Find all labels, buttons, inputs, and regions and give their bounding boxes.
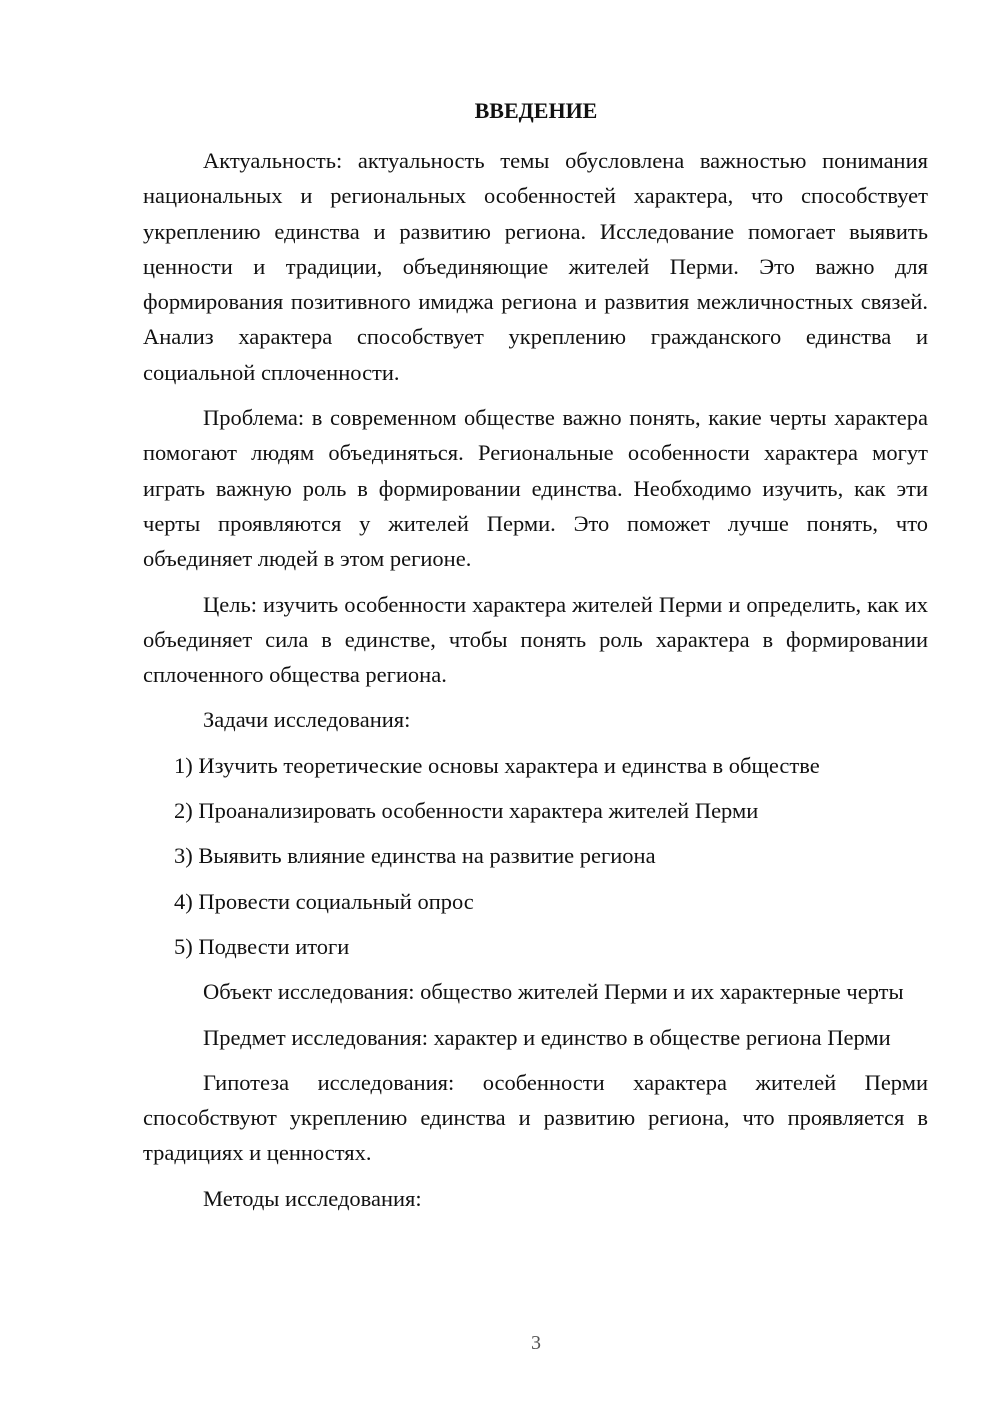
paragraph-problem: Проблема: в современном обществе важно понять, какие черты характера помогают людям объединяться. Региональные особенности характера могут играть важную роль в формировании единства. Необходимо изучить, как эти черты проявляются у жителей Перми. Это поможет лучше понять, что объединяет людей в этом регионе. [143, 405, 928, 572]
paragraph-object: Объект исследования: общество жителей Перми и их характерные черты [203, 979, 904, 1005]
methods-heading: Методы исследования: [203, 1185, 422, 1211]
list-item: 2) Проанализировать особенности характера жителей Перми [174, 798, 759, 824]
paragraph-relevance: Актуальность: актуальность темы обусловлена важностью понимания национальных и региональных особенностей характера, что способствует укреплению единства и развитию региона. Исследование помогает выявить ценности и традиции, объединяющие жителей Перми. Это важно для формирования позитивного имиджа региона и развития межличностных связей. Анализ характера способствует укреплению гражданского единства и социальной сплоченности. [143, 148, 928, 385]
list-item: 3) Выявить влияние единства на развитие региона [174, 843, 656, 869]
list-item: 4) Провести социальный опрос [174, 888, 474, 914]
paragraph-subject: Предмет исследования: характер и единство в обществе региона Перми [203, 1024, 891, 1050]
body-text [143, 143, 928, 1226]
page-title: ВВЕДЕНИЕ [474, 98, 598, 123]
paragraph-goal: Цель: изучить особенности характера жителей Перми и определить, как их объединяет сила в единстве, чтобы понять роль характера в формировании сплоченного общества региона. [143, 591, 928, 688]
list-item: 1) Изучить теоретические основы характера и единства в обществе [174, 752, 820, 778]
paragraph-hypothesis: Гипотеза исследования: особенности характера жителей Перми способствуют укреплению единства и развитию региона, что проявляется в традициях и ценностях. [143, 1069, 928, 1166]
list-item: 5) Подвести итоги [174, 933, 350, 959]
tasks-heading: Задачи исследования: [203, 707, 411, 733]
page-number: 3 [531, 1332, 541, 1354]
